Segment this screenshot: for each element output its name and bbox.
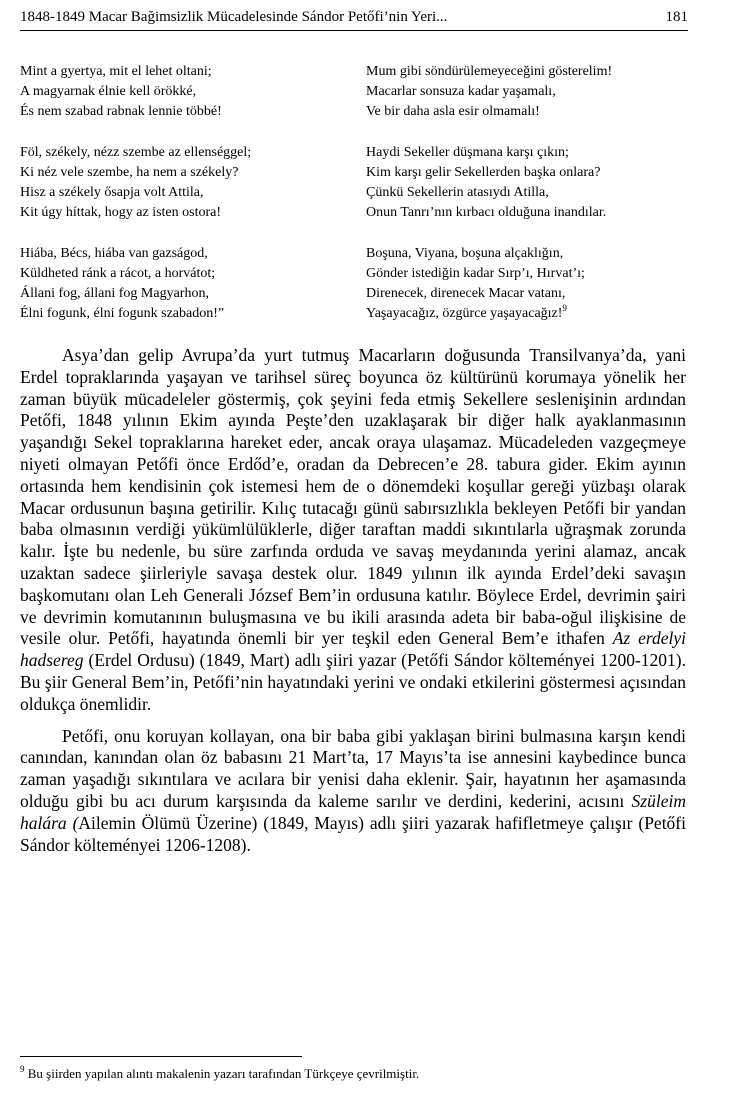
poem-line: Gönder istediğin kadar Sırp’ı, Hırvat’ı;	[366, 266, 585, 281]
poem-stanza	[366, 62, 696, 122]
running-title: 1848-1849 Macar Bağimsizlik Mücadelesinde Sándor Petőfi’nin Yeri...	[20, 9, 448, 25]
poem-line: A magyarnak élnie kell örökké,	[20, 84, 197, 99]
poem-line: Kit úgy híttak, hogy az isten ostora!	[20, 205, 222, 220]
poem-stanza	[366, 143, 696, 223]
poem-line: Föl, székely, nézz szembe az ellenséggel;	[20, 145, 252, 160]
footnote	[20, 1066, 419, 1082]
paragraph-text: Petőfi, onu koruyan kollayan, ona bir baba gibi yaklaşan birini bulmasına karşın kendi canından, kanından olan öz babasını 21 Mart’ta, 17 Mayıs’ta ise annesini kaybedince bunca zaman yaşadığı sıkıntılara ve acılara bir yenisi daha eklenir. Şair, hayatının her aşamasında olduğu gibi bu acı durum karşısında da kaleme sarılır ve derdini, kederini, acısını	[20, 725, 686, 811]
body-paragraph	[20, 726, 686, 857]
poem-line-text: Yaşayacağız, özgürce yaşayacağız!	[366, 306, 563, 321]
poem-line	[366, 304, 696, 324]
poem-original-hungarian	[20, 62, 350, 345]
poem-line: Direnecek, direnecek Macar vatanı,	[366, 286, 566, 301]
poem-line: Élni fogunk, élni fogunk szabadon!”	[20, 306, 225, 321]
poem-stanza	[20, 62, 350, 122]
poem-line: Ve bir daha asla esir olmamalı!	[366, 104, 540, 119]
poem-line: Boşuna, Viyana, boşuna alçaklığın,	[366, 246, 564, 261]
poem-title-italic: Szüleim halára (	[20, 790, 686, 833]
poem-line: Ki néz vele szembe, ha nem a székely?	[20, 165, 239, 180]
poem-stanza	[366, 244, 696, 324]
footnote-text: Bu şiirden yapılan alıntı makalenin yazarı tarafından Türkçeye çevrilmiştir.	[24, 1066, 420, 1081]
body-paragraph	[20, 345, 686, 716]
article-body	[20, 345, 686, 866]
poem-line: Çünkü Sekellerin atasıydı Atilla,	[366, 185, 549, 200]
footnote-number: 9	[20, 1064, 25, 1074]
poem-turkish-translation	[366, 62, 696, 345]
poem-stanza	[20, 244, 350, 324]
poem-line: Macarlar sonsuza kadar yaşamalı,	[366, 84, 556, 99]
paragraph-text: Ailemin Ölümü Üzerine) (1849, Mayıs) adlı şiiri yazarak hafifletmeye çalışır (Petőfi Sándor költeményei 1206-1208).	[20, 812, 686, 855]
poem-line: Onun Tanrı’nın kırbacı olduğuna inandılar.	[366, 205, 607, 220]
footnote-separator	[20, 1056, 302, 1057]
poem-line: Mum gibi söndürülemeyeceğini gösterelim!	[366, 64, 613, 79]
poem-line: Haydi Sekeller düşmana karşı çıkın;	[366, 145, 569, 160]
poem-line: És nem szabad rabnak lennie többé!	[20, 104, 222, 119]
poem-stanza	[20, 143, 350, 223]
poem-title-italic: Az erdelyi hadsereg	[20, 628, 687, 671]
poem-line: Hiába, Bécs, hiába van gazságod,	[20, 246, 208, 261]
poem-line: Kim karşı gelir Sekellerden başka onlara?	[366, 165, 601, 180]
running-header	[20, 6, 688, 31]
footnote-marker[interactable]: 9	[562, 303, 567, 313]
poem-line: Hisz a székely ősapja volt Attila,	[20, 185, 204, 200]
poem-line: Mint a gyertya, mit el lehet oltani;	[20, 64, 212, 79]
poem-line: Állani fog, állani fog Magyarhon,	[20, 286, 209, 301]
poem-line: Küldheted ránk a rácot, a horvátot;	[20, 266, 216, 281]
paragraph-text: (Erdel Ordusu) (1849, Mart) adlı şiiri yazar (Petőfi Sándor költeményei 1200-1201). Bu şiir General Bem’in, Petőfi’nin hayatındaki yerini ve ondaki etkilerini göstermesi açısından oldukça önemlidir.	[20, 650, 686, 714]
page-number: 181	[665, 9, 688, 25]
paragraph-text: Asya’dan gelip Avrupa’da yurt tutmuş Macarların doğusunda Transilvanya’da, yani Erdel topraklarında yaşayan ve tarihsel süreç boyunca öz kültürünü korumaya yönelik her zaman büyük mücadeleler göstermiş, çok şeyini feda etmiş Sekellere seslenişinin ardından Petőfi, 1848 yılının Ekim ayında Peşte’den uzaklaşarak bir diğer halk ayaklanmasının yaşandığı Sekel topraklarına hareket eder, ancak oraya ulaşamaz. Mücadeleden vazgeçmeye niyeti olmayan Petőfi önce Erdőd’e, oradan da Debrecen’e 28. tabura gider. Ekim ayının ortasında hem kendisinin çok istemesi hem de o dönemdeki koşullar gereği yüzbaşı olarak Macar ordusunun başına getirilir. Kılıç tutacağı günü sabırsızlıkla bekleyen Petőfi bir yandan baba olmasının verdiği yükümlülüklerle, diğer taraftan maddi sıkıntılarla uğraşmak zorunda kalır. İşte bu nedenle, bu süre zarfında orduda ve savaş meydanında yerini alamaz, ancak uzaktan sadece şiirleriyle savaşa destek olur. 1849 yılının ilk ayında Erdel’deki savaşın başkomutanı olan Leh Generali József Bem’in ordusuna katılır. Böylece Erdel, devrimin şairi ve devrimin komutanının buluşmasına ve bu ikili arasında adeta bir baba-oğul ilişkisine de vesile olur. Petőfi, hayatında önemli bir yer teşkil eden General Bem’e ithafen	[20, 345, 686, 649]
